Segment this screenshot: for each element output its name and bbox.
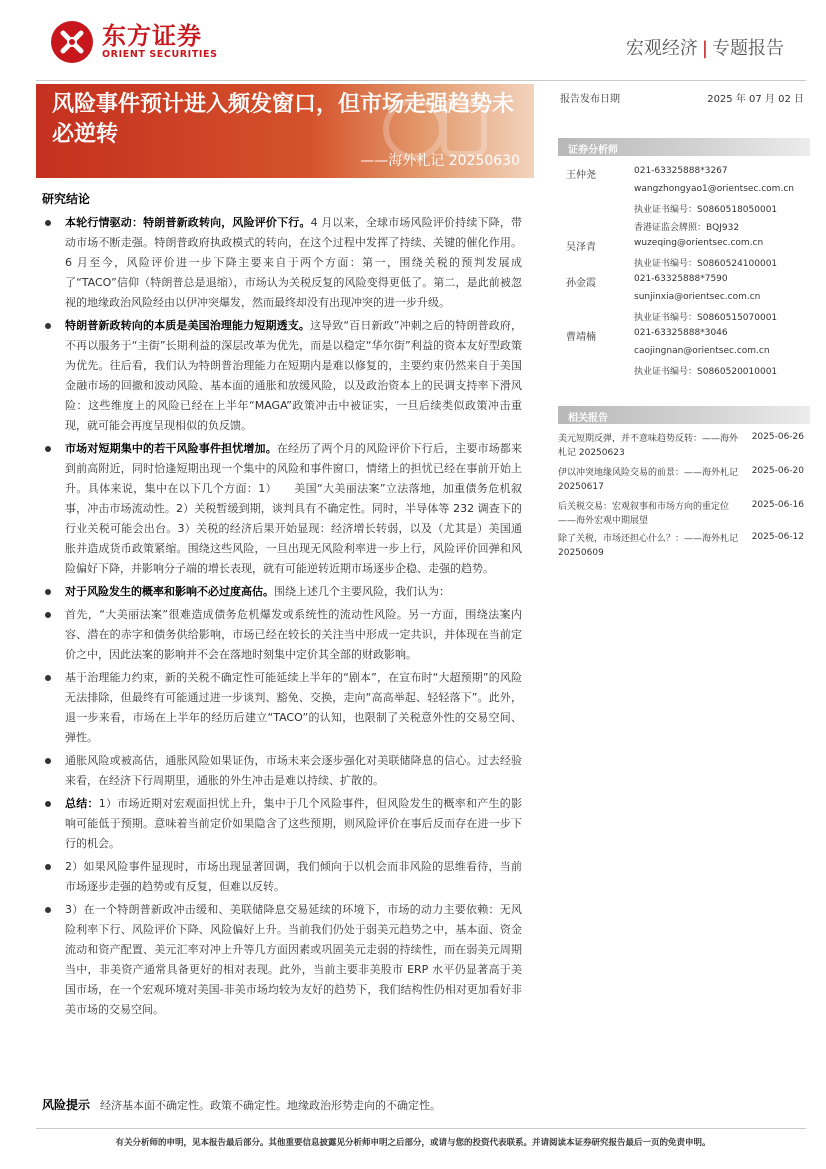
footer-divider xyxy=(36,1128,806,1129)
doc-type-kind: 专题报告 xyxy=(712,38,784,59)
related-reports-section-title: 相关报告 xyxy=(568,413,608,424)
analyst-email[interactable]: sunjinxia@orientsec.com.cn xyxy=(634,292,761,302)
report-date-label: 报告发布日期 xyxy=(560,94,620,105)
conclusion-paragraph xyxy=(42,605,522,665)
report-subtitle: ——海外札记 20250630 xyxy=(360,153,520,169)
analyst-email[interactable]: wuzeqing@orientsec.com.cn xyxy=(634,238,764,248)
conclusion-paragraph xyxy=(42,316,522,436)
paragraph-text: 这导致“百日新政”冲刺之后的特朗普政府，不再以服务于“主街”长期利益的深层改革为优先，而是以稳定“华尔街”利益的资本友好型政策为优先。往后看，我们认为特朗普治理能力在短期内是难以修复的，主要约束仍然来自于美国金融市场的回撤和波动风险、基本面的通胀和放缓风险，以及政治资本上的民调支持率下滑风险：这些维度上的风险已经在上半年“MAGA”政策冲击中被证实，一旦后续类似政策冲击重现，就可能会再度呈现相似的负反馈。 xyxy=(65,319,522,432)
analyst-hk-license: 香港证监会牌照：BQJ932 xyxy=(634,223,740,233)
bullet-icon xyxy=(45,589,51,595)
paragraph-text: 通胀风险或被高估，通胀风险如果证伪，市场未来会逐步强化对美联储降息的信心。过去经验来看，在经济下行周期里，通胀的外生冲击是难以持续、扩散的。 xyxy=(65,754,522,787)
paragraph-lead: 本轮行情驱动：特朗普新政转向，风险评价下行。 xyxy=(65,216,311,229)
conclusion-paragraph xyxy=(42,439,522,579)
related-report-date: 2025-06-20 xyxy=(751,466,804,476)
related-report-link[interactable]: 后关税交易：宏观叙事和市场方向的重定位 ——海外宏观中期展望 xyxy=(558,502,730,526)
analyst-name: 吴泽青 xyxy=(566,242,596,253)
related-report-date: 2025-06-26 xyxy=(751,432,804,442)
paragraph-text: 1）市场近期对宏观面担忧上升，集中于几个风险事件，但风险发生的概率和产生的影响可能低于预期。意味着当前定价如果隐含了这些预期，则风险评价在事后反而存在进一步下行的机会。 xyxy=(65,797,522,850)
logo-chinese-name: 东方证券 xyxy=(102,22,202,50)
analyst-email[interactable]: caojingnan@orientsec.com.cn xyxy=(634,346,770,356)
analyst-license: 执业证书编号：S0860518050001 xyxy=(634,205,778,215)
analyst-license: 执业证书编号：S0860524100001 xyxy=(634,259,778,269)
bullet-icon xyxy=(45,864,51,870)
bullet-icon xyxy=(45,675,51,681)
risk-warning xyxy=(42,1096,441,1113)
bullet-icon xyxy=(45,907,51,913)
conclusion-paragraph xyxy=(42,857,522,897)
conclusion-paragraph xyxy=(42,900,522,1020)
conclusions-heading: 研究结论 xyxy=(42,192,91,206)
analyst-phone: 021-63325888*7590 xyxy=(634,274,728,284)
related-report-link[interactable]: 伊以冲突地缘风险交易的前景：——海外札记 20250617 xyxy=(558,468,739,492)
paragraph-text: 在经历了两个月的风险评价下行后，主要市场都来到前高附近，同时恰逢短期出现一个集中的风险和事件窗口，情绪上的担忧已经在事前开始上升。具体来说，集中在以下几个方面：1） 美国“大美丽法案”立法落地，加重债务危机叙事，冲击市场流动性。2）关税暂缓到期，谈判具有不确定性。同时，半导体等 232 调查下的行业关税可能会出台。3）关税的经济后果开始显现：经济增长转弱，以及（尤其是）美国通胀并造成货币政策紧缩。围绕这些风险，一旦出现无风险利率进一步上行，风险评价回弹和风险偏好下降，并影响分子端的增长表现，就有可能逆转近期市场逐步企稳、走强的趋势。 xyxy=(65,442,523,575)
title-banner xyxy=(36,84,534,178)
bullet-icon xyxy=(45,612,51,618)
analyst-email[interactable]: wangzhongyao1@orientsec.com.cn xyxy=(634,184,794,194)
paragraph-text: 基于治理能力约束，新的关税不确定性可能延续上半年的“剧本”，在宣布时“大超预期”的风险无法排除，但最终有可能通过进一步谈判、豁免、交换，走向“高高举起、轻轻落下”。此外，退一步来看，市场在上半年的经历后建立“TACO”的认知，也限制了关税意外性的交易空间、弹性。 xyxy=(65,671,522,744)
analyst-phone: 021-63325888*3267 xyxy=(634,166,728,176)
risk-label: 风险提示 xyxy=(42,1098,91,1112)
bullet-icon xyxy=(45,801,51,807)
logo-english-name: ORIENT SECURITIES xyxy=(102,49,218,60)
paragraph-text: 2）如果风险事件显现时，市场出现显著回调，我们倾向于以机会而非风险的思维看待，当前市场逐步走强的趋势或有反复，但难以反转。 xyxy=(65,860,522,893)
conclusion-paragraph xyxy=(42,582,522,602)
document-type xyxy=(626,34,784,60)
analyst-name: 曹靖楠 xyxy=(566,332,596,343)
paragraph-lead: 特朗普新政转向的本质是美国治理能力短期透支。 xyxy=(65,319,310,332)
conclusion-paragraph xyxy=(42,751,522,791)
bullet-icon xyxy=(45,446,51,452)
doc-type-category: 宏观经济 xyxy=(625,38,698,59)
related-report-date: 2025-06-16 xyxy=(751,500,804,510)
analyst-license: 执业证书编号：S0860515070001 xyxy=(634,313,778,323)
footer-disclaimer: 有关分析师的申明，见本报告最后部分。其他重要信息披露见分析师申明之后部分，或请与您的投资代表联系。并请阅读本证券研究报告最后一页的免责申明。 xyxy=(115,1138,711,1148)
bullet-icon xyxy=(45,758,51,764)
report-date-value: 2025 年 07 月 02 日 xyxy=(707,94,804,105)
paragraph-lead: 总结： xyxy=(65,797,99,810)
conclusion-paragraph xyxy=(42,213,522,313)
analysts-section-title: 证券分析师 xyxy=(568,145,618,156)
page-header xyxy=(0,0,826,82)
paragraph-text: 首先，“大美丽法案”很难造成债务危机爆发或系统性的流动性风险。另一方面，围绕法案内容、潜在的赤字和债务供给影响，市场已经在较长的关注当中形成一定共识，并体现在当前定价之中，因此法案的影响并不会在落地时刻集中定价其全部的财政影响。 xyxy=(65,608,522,661)
related-report-link[interactable]: 除了关税，市场还担心什么？：——海外札记 20250609 xyxy=(558,534,739,558)
related-report-link[interactable]: 美元短期反弹，并不意味趋势反转：——海外札记 20250623 xyxy=(558,434,739,458)
analyst-name: 孙金霞 xyxy=(566,278,596,289)
analyst-name: 王仲尧 xyxy=(566,170,596,181)
bullet-icon xyxy=(45,323,51,329)
analyst-license: 执业证书编号：S0860520010001 xyxy=(634,367,778,377)
analysts-section-header xyxy=(558,138,810,156)
related-report-date: 2025-06-12 xyxy=(751,532,804,542)
paragraph-text: 3）在一个特朗普新政冲击缓和、美联储降息交易延续的环境下，市场的动力主要依赖：无风险利率下行、风险评价下降、风险偏好上升。当前我们仍处于弱美元趋势之中，基本面、资金流动和资产配置、美元汇率对冲上升等几方面因素或巩固美元走弱的持续性，而在弱美元周期当中，非美资产通常具备更好的相对表现。此外，当前主要非美股市 ERP 水平仍显著高于美国市场，在一个宏观环境对美国-非美市场均较为友好的趋势下，我们结构性仍相对更加看好非美市场的交易空间。 xyxy=(65,903,522,1016)
company-logo xyxy=(50,20,218,64)
paragraph-lead: 市场对短期集中的若干风险事件担忧增加。 xyxy=(65,442,277,455)
risk-text: 经济基本面不确定性。政策不确定性。地缘政治形势走向的不确定性。 xyxy=(100,1099,442,1112)
header-divider xyxy=(36,80,806,81)
paragraph-text: 4 月以来，全球市场风险评价持续下降，带动市场不断走强。特朗普政府执政模式的转向，在这个过程中发挥了持续、关键的催化作用。6 月至今，风险评价进一步下降主要来自于两个方面：第一，围绕关税的预判发展成了“TACO”信仰（特朗普总是退缩），市场认为关税反复的风险变得更低了。第二，是此前被忽视的地缘政治风险经由以伊冲突爆发，然而最终却没有出现冲突的进一步升级。 xyxy=(65,216,522,309)
analyst-phone: 021-63325888*3046 xyxy=(634,328,728,338)
report-title: 风险事件预计进入频发窗口，但市场走强趋势未必逆转 xyxy=(52,92,515,147)
research-conclusions xyxy=(42,190,522,1023)
doc-type-separator: | xyxy=(701,38,708,59)
bullet-icon xyxy=(45,220,51,226)
paragraph-text: 围绕上述几个主要风险，我们认为： xyxy=(274,585,450,598)
paragraph-lead: 对于风险发生的概率和影响不必过度高估。 xyxy=(65,585,274,598)
orient-logo-icon xyxy=(50,20,94,64)
conclusion-paragraph xyxy=(42,794,522,854)
related-reports-section-header xyxy=(558,406,810,424)
conclusion-paragraph xyxy=(42,668,522,748)
